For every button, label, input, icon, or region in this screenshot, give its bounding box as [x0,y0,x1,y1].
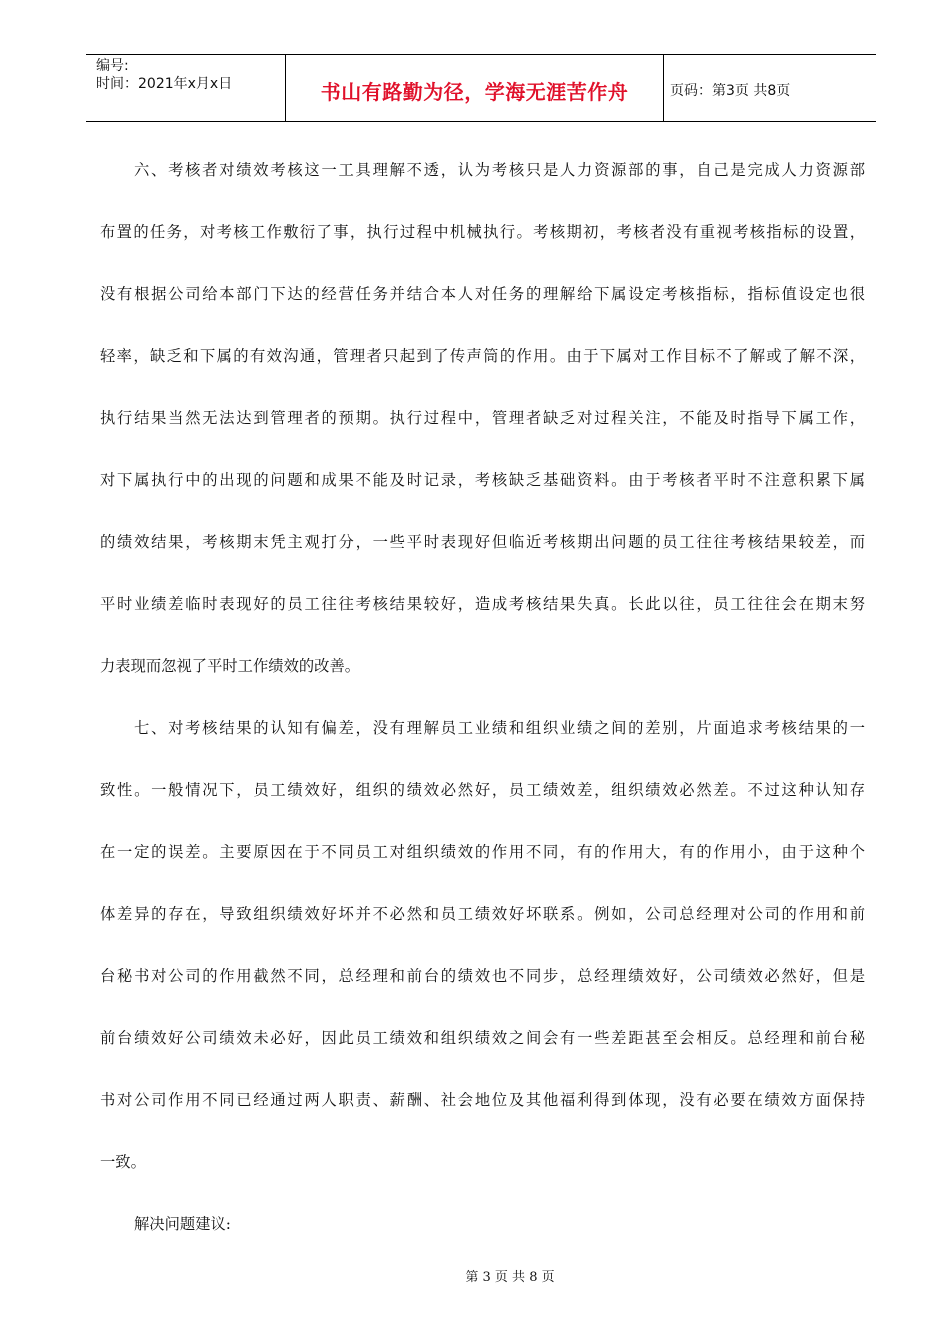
document-time-label: 时间：2021年x月x日 [96,76,233,92]
text-line: 力表现而忽视了平时工作绩效的改善。 [100,657,361,675]
text-line: 的绩效结果，考核期末凭主观打分，一些平时表现好但临近考核期出问题的员工往往考核结果较差，而 [100,533,865,551]
text-line: 对下属执行中的出现的问题和成果不能及时记录，考核缺乏基础资料。由于考核者平时不注意积累下属 [100,471,865,489]
text-line: 七、对考核结果的认知有偏差，没有理解员工业绩和组织业绩之间的差别，片面追求考核结果的一 [134,719,865,737]
text-line: 轻率，缺乏和下属的有效沟通，管理者只起到了传声筒的作用。由于下属对工作目标不了解或了解不深， [100,347,865,365]
text-line: 布置的任务，对考核工作敷衍了事，执行过程中机械执行。考核期初，考核者没有重视考核指标的设置， [100,223,865,241]
text-line: 在一定的误差。主要原因在于不同员工对组织绩效的作用不同，有的作用大，有的作用小，由于这种个 [100,843,865,861]
page-footer: 第 3 页 共 8 页 [465,1270,555,1285]
text-line: 平时业绩差临时表现好的员工往往考核结果较好，造成考核结果失真。长此以往，员工往往会在期末努 [100,595,865,613]
text-line: 书对公司作用不同已经通过两人职责、薪酬、社会地位及其他福利得到体现，没有必要在绩效方面保持 [100,1091,865,1109]
paragraph-six [100,150,865,708]
text-line: 没有根据公司给本部门下达的经营任务并结合本人对任务的理解给下属设定考核指标，指标值设定也很 [100,285,865,303]
page-header [86,54,876,122]
document-body [100,150,865,1266]
header-meta [86,55,286,121]
header-page-info: 页码：第3页 共8页 [670,83,791,99]
suggestions-heading: 解决问题建议: [134,1215,231,1233]
text-line: 台秘书对公司的作用截然不同，总经理和前台的绩效也不同步，总经理绩效好，公司绩效必然好，但是 [100,967,865,985]
text-line: 执行结果当然无法达到管理者的预期。执行过程中，管理者缺乏对过程关注，不能及时指导下属工作， [100,409,865,427]
text-line: 前台绩效好公司绩效未必好，因此员工绩效和组织绩效之间会有一些差距甚至会相反。总经理和前台秘 [100,1029,865,1047]
document-number-label: 编号: [96,58,129,74]
paragraph-seven [100,708,865,1204]
text-line: 体差异的存在，导致组织绩效好坏并不必然和员工绩效好坏联系。例如，公司总经理对公司的作用和前 [100,905,865,923]
header-motto: 书山有路勤为径，学海无涯苦作舟 [286,55,664,121]
suggestions-heading-block [100,1204,865,1266]
text-line: 致性。一般情况下，员工绩效好，组织的绩效必然好，员工绩效差，组织绩效必然差。不过这种认知存 [100,781,865,799]
text-line: 六、考核者对绩效考核这一工具理解不透，认为考核只是人力资源部的事，自己是完成人力资源部 [134,161,865,179]
text-line: 一致。 [100,1153,146,1171]
